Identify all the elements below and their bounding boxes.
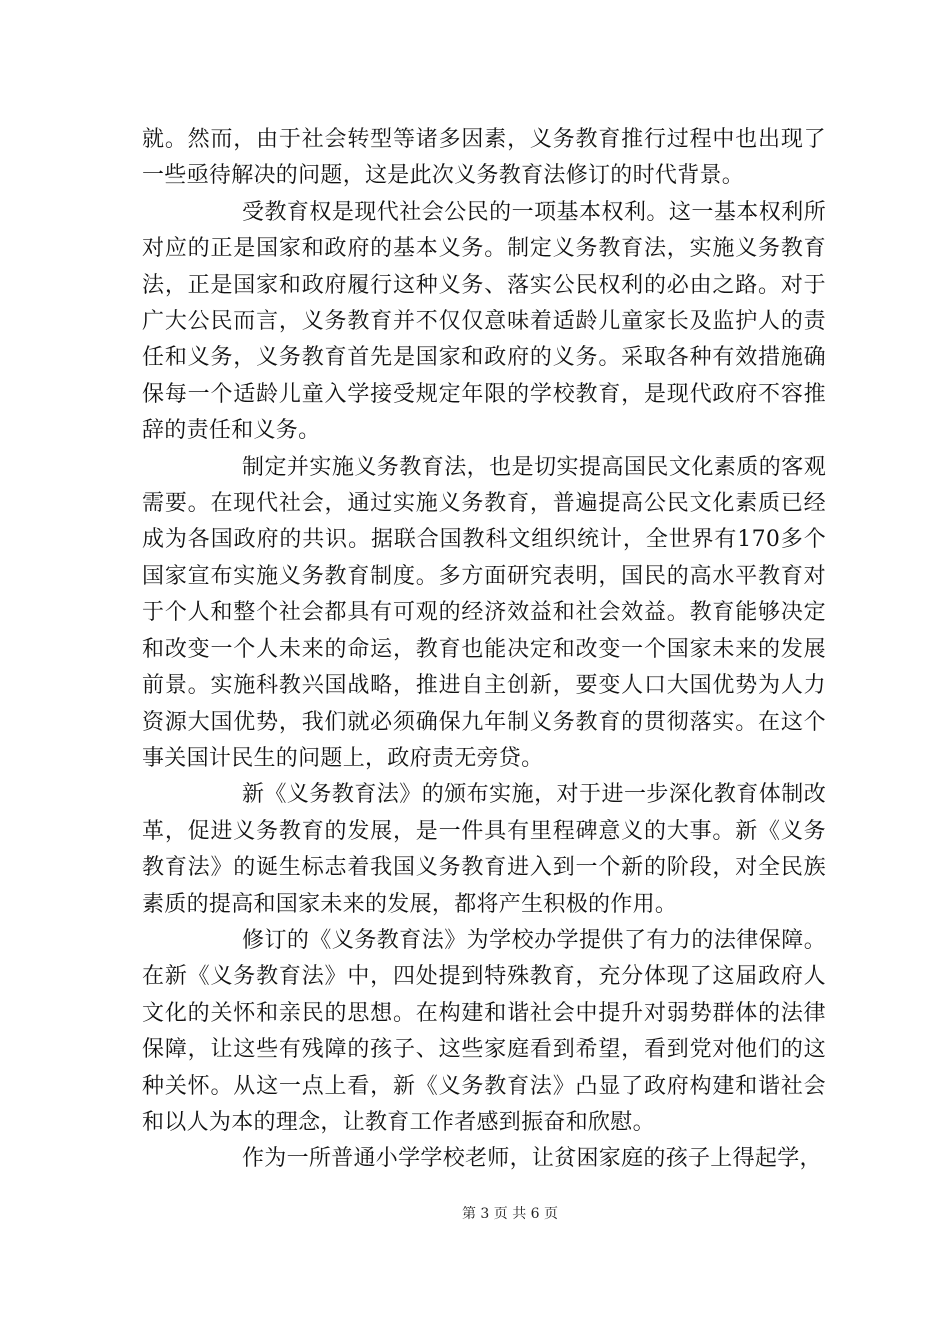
paragraph-legal-guarantee: 修订的《义务教育法》为学校办学提供了有力的法律保障。在新《义务教育法》中，四处提到特殊教育，充分体现了这届政府人文化的关怀和亲民的思想。在构建和谐社会中提升对弱势群体的法律保障，让这些有残障的孩子、这些家庭看到希望，看到党对他们的这种关怀。从这一点上看，新《义务教育法》凸显了政府构建和谐社会和以人为本的理念，让教育工作者感到振奋和欣慰。 (142, 927, 826, 1135)
paragraph-right-to-education: 受教育权是现代社会公民的一项基本权利。这一基本权利所对应的正是国家和政府的基本义务。制定义务教育法，实施义务教育法，正是国家和政府履行这种义务、落实公民权利的必由之路。对于广大公民而言，义务教育并不仅仅意味着适龄儿童家长及监护人的责任和义务，义务教育首先是国家和政府的义务。采取各种有效措施确保每一个适龄儿童入学接受规定年限的学校教育，是现代政府不容推辞的责任和义务。 (142, 199, 826, 444)
document-body (142, 122, 826, 1178)
paragraph-teacher-perspective: 作为一所普通小学学校老师，让贫困家庭的孩子上得起学， (242, 1146, 822, 1172)
paragraph-new-law-milestone: 新《义务教育法》的颁布实施，对于进一步深化教育体制改革，促进义务教育的发展，是一件具有里程碑意义的大事。新《义务教育法》的诞生标志着我国义务教育进入到一个新的阶段，对全民族素质的提高和国家未来的发展，都将产生积极的作用。 (142, 782, 826, 917)
paragraph-continuation: 就。然而，由于社会转型等诸多因素，义务教育推行过程中也出现了一些亟待解决的问题，这是此次义务教育法修订的时代背景。 (142, 127, 826, 189)
page-number-footer: 第 3 页 共 6 页 (461, 1206, 559, 1222)
paragraph-cultural-quality: 制定并实施义务教育法，也是切实提高国民文化素质的客观需要。在现代社会，通过实施义务教育，普遍提高公民文化素质已经成为各国政府的共识。据联合国教科文组织统计，全世界有170多个国家宣布实施义务教育制度。多方面研究表明，国民的高水平教育对于个人和整个社会都具有可观的经济效益和社会效益。教育能够决定和改变一个人未来的命运，教育也能决定和改变一个国家未来的发展前景。实施科教兴国战略，推进自主创新，要变人口大国优势为人力资源大国优势，我们就必须确保九年制义务教育的贯彻落实。在这个事关国计民生的问题上，政府责无旁贷。 (142, 454, 826, 771)
